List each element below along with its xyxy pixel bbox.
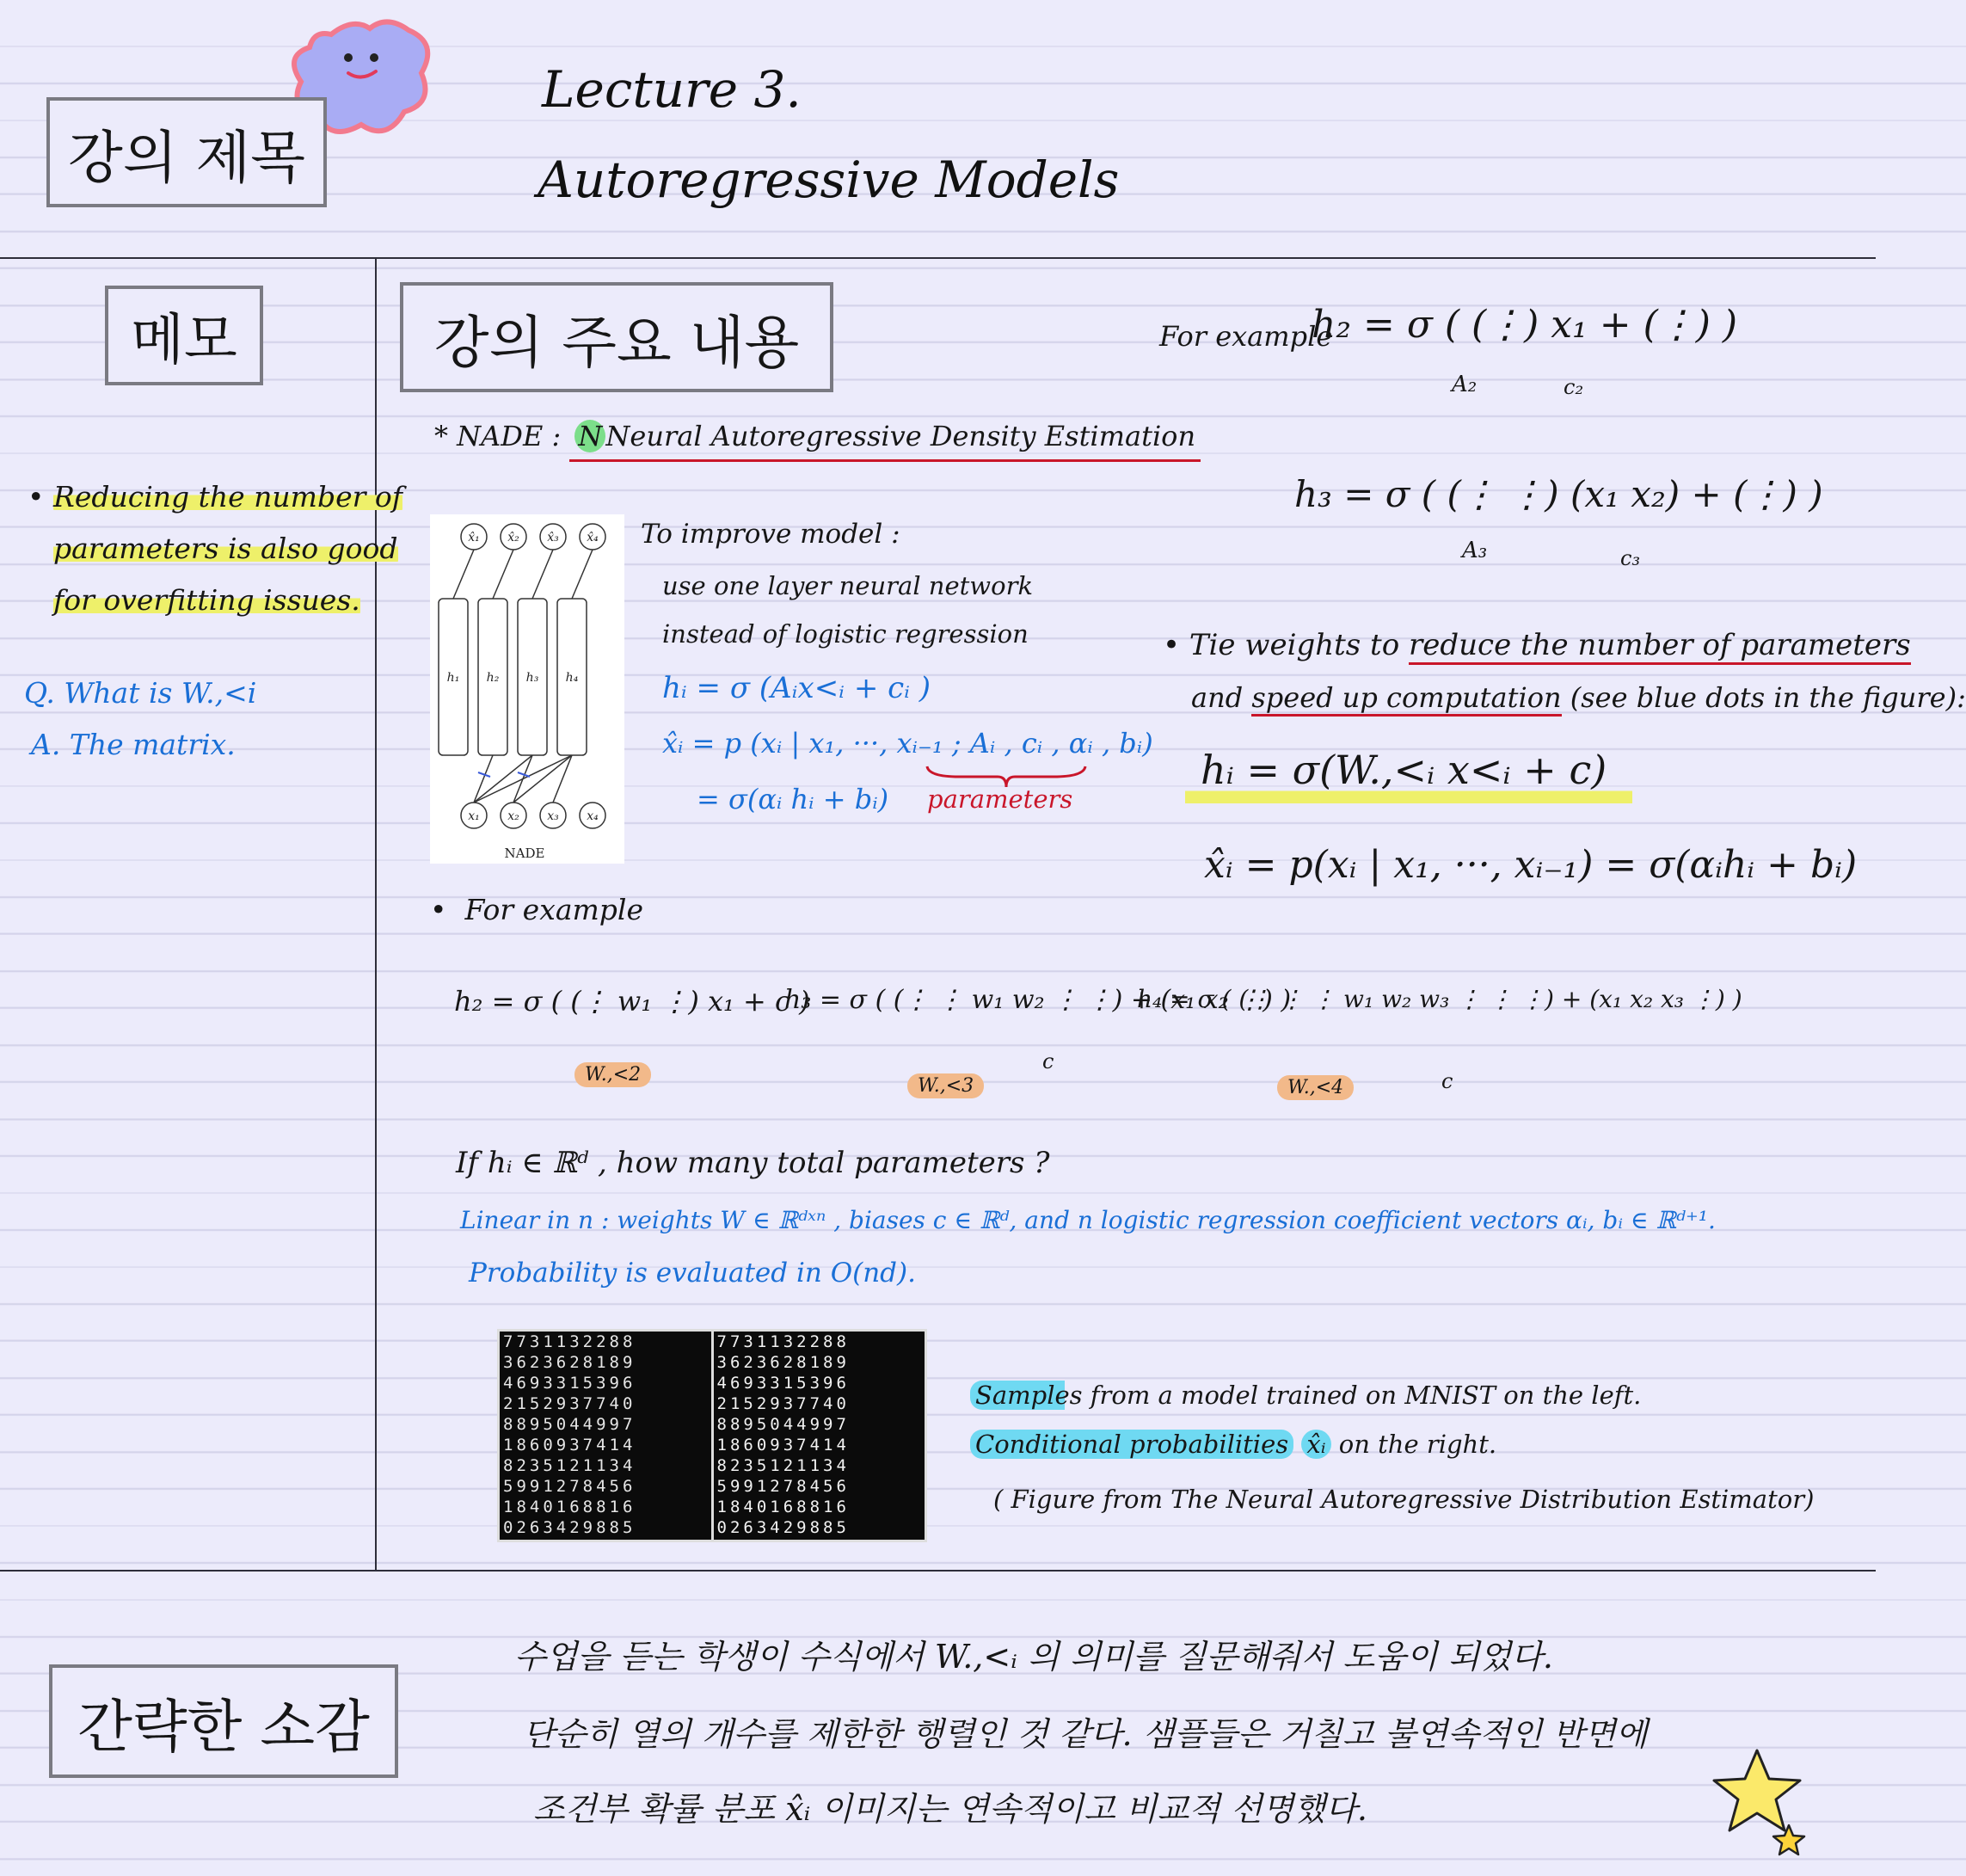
nade-diagram <box>430 514 624 864</box>
right-eq-h2: h₂ = σ ( (⋮) x₁ + (⋮) ) <box>1312 303 1738 347</box>
nade-prefix: * NADE : <box>434 420 562 452</box>
mnist-row: 4693315396 <box>716 1374 850 1393</box>
mnist-row: 4693315396 <box>503 1374 636 1393</box>
right-eq-h2-A: A₂ <box>1452 372 1478 397</box>
ex-h3: h₃ = σ ( (⋮ ⋮ w₁ w₂ ⋮ ⋮) + (x₁ x₂ ⋮) ) <box>784 985 1292 1015</box>
mnist-row: 7731132288 <box>716 1332 850 1351</box>
samples-line2-a: Conditional probabilities <box>970 1430 1293 1459</box>
fig-bottom-node-2: x₂ <box>507 809 519 823</box>
eq-sigma: = σ(αᵢ hᵢ + bᵢ) <box>697 783 889 815</box>
memo-question: Q. What is W.,<i <box>24 676 257 710</box>
nade-word-autoregressive: Autoregressive <box>710 420 922 452</box>
mnist-row: 1840168816 <box>503 1498 636 1516</box>
mnist-row: 2152937740 <box>716 1394 850 1413</box>
mnist-row: 0263429885 <box>716 1518 850 1537</box>
fig-top-node-1: x̂₁ <box>468 531 480 544</box>
summary-line1: 수업을 듣는 학생이 수식에서 W.,<ᵢ 의 의미를 질문해줘서 도움이 되었다. <box>514 1638 1553 1676</box>
answer-line1: Linear in n : weights W ∈ ℝᵈˣⁿ , biases c ∈ ℝᵈ, and n logistic regression coefficient vectors αᵢ, bᵢ ∈ ℝᵈ⁺¹. <box>460 1206 1716 1234</box>
memo-box <box>105 286 263 385</box>
memo-box-label: 메모 <box>131 309 237 372</box>
memo-note-line1: • Reducing the number of <box>28 480 402 514</box>
ex-h4-c: c <box>1441 1069 1453 1093</box>
samples-line3: ( Figure from The Neural Autoregressive Distribution Estimator) <box>993 1485 1815 1514</box>
nade-word-density: Density <box>930 420 1036 452</box>
star-sticker-icon <box>1707 1746 1810 1858</box>
fig-bottom-node-1: x₁ <box>468 809 480 823</box>
fig-hidden-node-3: h₃ <box>525 671 539 685</box>
ex-h4-label: W.,<4 <box>1277 1075 1354 1100</box>
lecture-number: Lecture 3. <box>542 60 802 119</box>
nade-figure <box>430 514 624 864</box>
lecture-title: Autoregressive Models <box>538 151 1120 209</box>
tie-weights-line2 <box>1191 681 1966 714</box>
mnist-row: 3623628189 <box>503 1353 636 1372</box>
samples-line2 <box>970 1430 1496 1459</box>
fig-caption: NADE <box>504 846 545 861</box>
main-content-box-label: 강의 주요 내용 <box>433 309 800 376</box>
tie-eq-h-text: hᵢ = σ(W.,<ᵢ x<ᵢ + c) <box>1201 747 1607 793</box>
tie-line2-suffix: (see blue dots in the figure): <box>1570 681 1966 714</box>
fig-top-node-3: x̂₃ <box>547 531 559 544</box>
tie-line1-prefix: Tie weights to <box>1189 628 1400 662</box>
mnist-left-panel <box>500 1332 714 1540</box>
right-eq-h2-c: c₂ <box>1564 375 1584 399</box>
mnist-row: 2152937740 <box>503 1394 636 1413</box>
main-content-box <box>400 282 833 392</box>
mnist-row: 5991278456 <box>716 1477 850 1496</box>
nade-word-neural: N Neural <box>574 420 702 452</box>
mnist-right-panel <box>714 1332 925 1540</box>
lecture-title-box <box>46 97 327 207</box>
tie-line2-prefix: and <box>1191 681 1244 714</box>
samples-line2-c: on the right. <box>1338 1430 1497 1459</box>
eq-xhat-i: x̂ᵢ = p (xᵢ | x₁, ···, xᵢ₋₁ ; Aᵢ , cᵢ , αᵢ , bᵢ) <box>662 727 1153 760</box>
mnist-samples-image <box>497 1329 927 1542</box>
summary-line3: 조건부 확률 분포 x̂ᵢ 이미지는 연속적이고 비교적 선명했다. <box>533 1790 1367 1828</box>
mnist-row: 1860937414 <box>503 1436 636 1455</box>
mnist-row: 8895044997 <box>716 1415 850 1434</box>
right-eq-h3-A: A₃ <box>1462 538 1488 563</box>
memo-divider <box>375 258 377 1571</box>
fig-hidden-node-1: h₁ <box>446 671 460 685</box>
memo-note-line3-text: for overfitting issues. <box>53 583 360 617</box>
mnist-row: 8235121134 <box>503 1456 636 1475</box>
memo-answer: A. The matrix. <box>31 728 236 761</box>
ex-h4: h₄ = σ ( (⋮ ⋮ ⋮ w₁ w₂ w₃ ⋮ ⋮ ⋮) + (x₁ x₂ x₃ ⋮) ) <box>1137 985 1742 1013</box>
nade-full-name <box>569 420 1201 462</box>
fig-hidden-node-2: h₂ <box>486 671 500 685</box>
memo-note <box>28 471 402 626</box>
mnist-row: 8895044997 <box>503 1415 636 1434</box>
mnist-grid <box>500 1332 925 1540</box>
tie-line1-underlined: reduce the number of parameters <box>1409 628 1911 665</box>
memo-note-line2-text: parameters is also good <box>53 532 398 565</box>
samples-line2-b: x̂ᵢ <box>1301 1430 1330 1459</box>
fig-top-node-4: x̂₄ <box>587 531 599 544</box>
memo-note-line2 <box>28 523 402 575</box>
ex-h3-label: W.,<3 <box>907 1073 984 1098</box>
fig-hidden-node-4: h₄ <box>565 671 579 685</box>
samples-line1 <box>970 1381 1646 1410</box>
nade-word-estimation: Estimation <box>1044 420 1196 452</box>
footer-divider <box>0 1570 1876 1572</box>
tie-eq-x: x̂ᵢ = p(xᵢ | x₁, ···, xᵢ₋₁) = σ(αᵢhᵢ + bᵢ) <box>1204 843 1858 887</box>
nade-heading <box>434 420 1201 452</box>
parameters-label: parameters <box>927 784 1073 814</box>
tie-line2-underlined: speed up computation <box>1251 681 1561 717</box>
lecture-title-box-label: 강의 제목 <box>67 124 305 191</box>
summary-box-label: 간략한 소감 <box>77 1693 370 1760</box>
improve-line1: use one layer neural network <box>662 571 1034 600</box>
mnist-row: 1840168816 <box>716 1498 850 1516</box>
header-divider <box>0 257 1876 259</box>
summary-box <box>49 1664 398 1778</box>
tie-eq-h <box>1185 747 1632 803</box>
ex-h2-label: W.,<2 <box>574 1062 651 1087</box>
right-eq-h3-c: c₃ <box>1620 546 1641 570</box>
improve-title: To improve model : <box>641 519 900 550</box>
improve-line2: instead of logistic regression <box>662 619 1029 649</box>
eq-h-i: hᵢ = σ (Aᵢx<ᵢ + cᵢ ) <box>662 671 931 705</box>
question-line: If hᵢ ∈ ℝᵈ , how many total parameters ? <box>456 1146 1050 1180</box>
right-example-label: For example <box>1159 320 1333 353</box>
mnist-row: 3623628189 <box>716 1353 850 1372</box>
right-eq-h3: h₃ = σ ( (⋮ ⋮) (x₁ x₂) + (⋮) ) <box>1294 473 1823 515</box>
samples-line1-text: Samples from a model trained on MNIST on the left. <box>970 1381 1646 1410</box>
memo-note-line1-text: Reducing the number of <box>52 480 402 514</box>
fig-bottom-node-4: x₄ <box>587 809 599 823</box>
answer-line2: Probability is evaluated in O(nd). <box>469 1258 916 1289</box>
mnist-row: 1860937414 <box>716 1436 850 1455</box>
mnist-row: 5991278456 <box>503 1477 636 1496</box>
fig-bottom-node-3: x₃ <box>547 809 559 823</box>
mnist-row: 8235121134 <box>716 1456 850 1475</box>
mnist-row: 0263429885 <box>503 1518 636 1537</box>
fig-top-node-2: x̂₂ <box>507 531 519 544</box>
ex-h3-c: c <box>1042 1049 1054 1073</box>
memo-note-line3 <box>28 575 402 626</box>
example-label: • For example <box>430 893 643 926</box>
summary-line2: 단순히 열의 개수를 제한한 행렬인 것 같다. 샘플들은 거칠고 불연속적인 반면에 <box>523 1715 1648 1753</box>
ex-h2: h₂ = σ ( (⋮ w₁ ⋮) x₁ + c ) <box>454 985 810 1018</box>
mnist-row: 7731132288 <box>503 1332 636 1351</box>
example-label-text: For example <box>464 893 643 926</box>
tie-weights-line1: • Tie weights to reduce the number of parameters <box>1163 628 1911 662</box>
